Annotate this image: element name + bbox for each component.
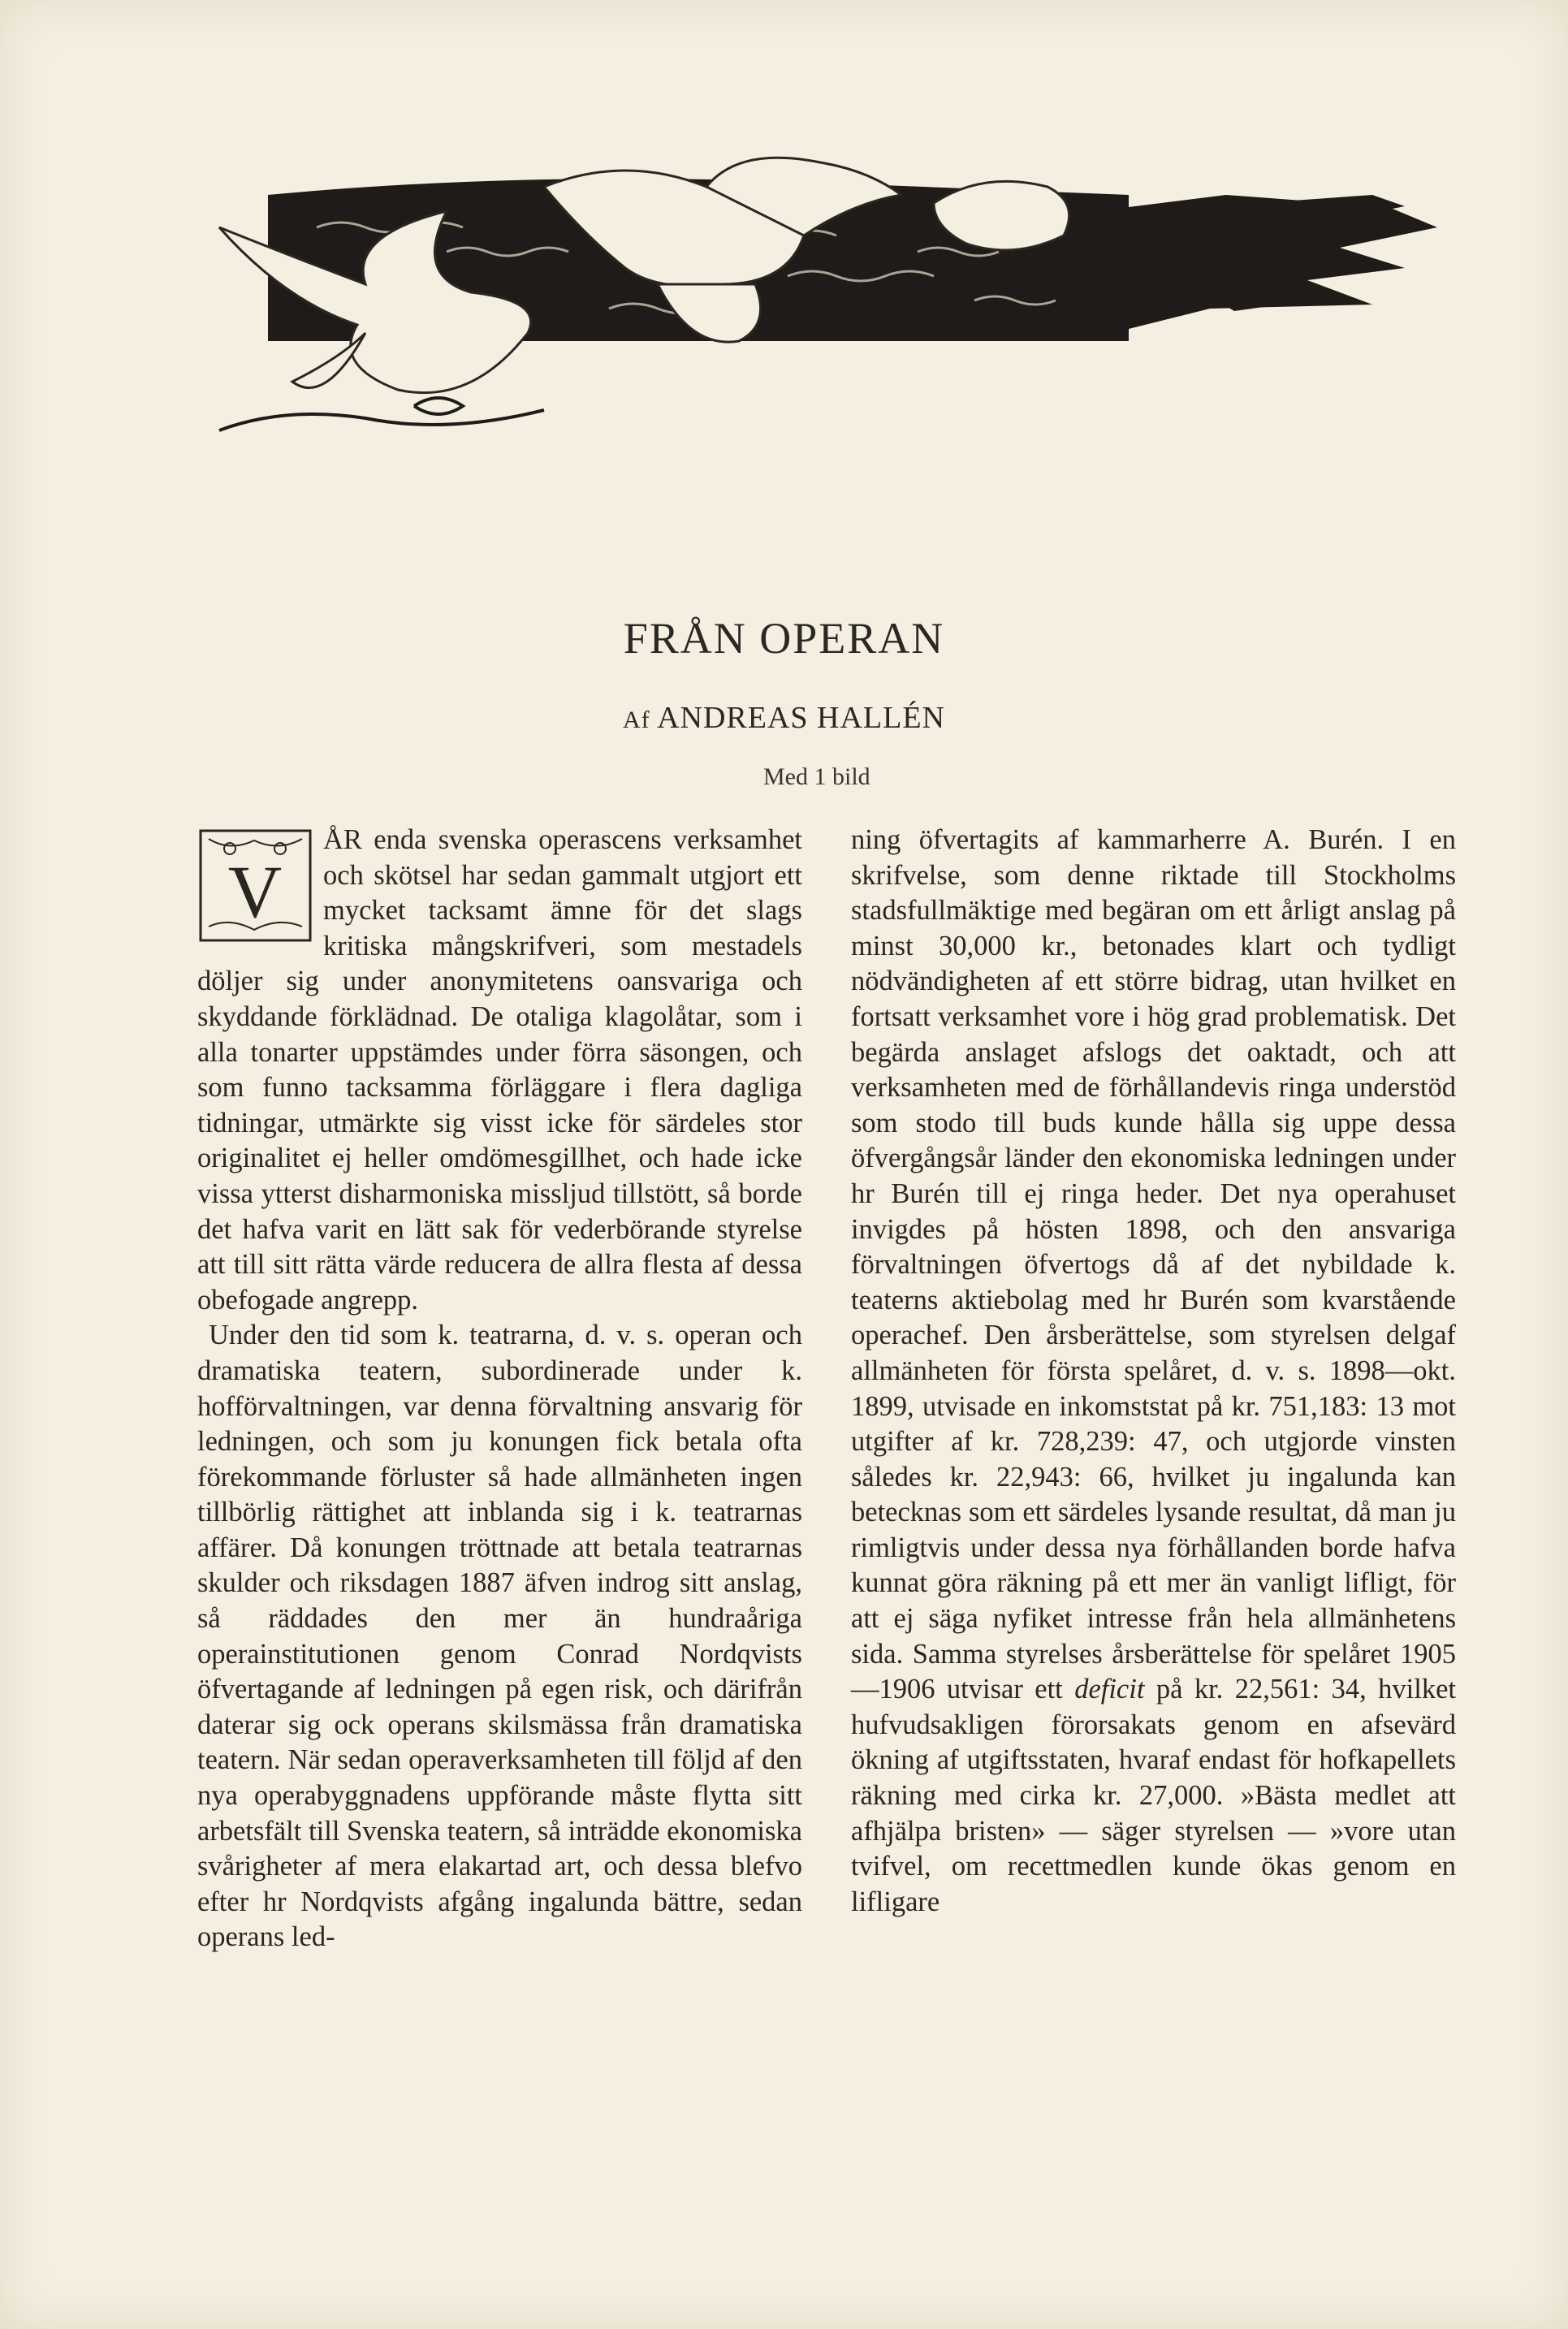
- paragraph-3-part-1: ning öfvertagits af kammarherre A. Burén. I en skrifvelse, som denne riktade till Stockholms stadsfullmäktige med begäran om ett årligt anslag på minst 30,000 kr., betonades klart och tydligt nödvändigheten af ett större bidrag, utan hvilket en fortsatt verksamhet vore i hög grad problematisk. Det begärda anslaget afslogs det oaktadt, och att verksamheten med de förhållandevis ringa understöd som stodo till buds kunde hålla sig uppe dessa öfvergångsår länder den ekonomiska ledningen under hr Burén till ej ringa heder. Det nya operahuset invigdes på hösten 1898, och den ansvariga förvaltningen öfvertogs då af det nybildade k. teaterns aktiebolag med hr Burén som kvarstående operachef. Den årsberättelse, som styrelsen delgaf allmänheten för första spelåret, d. v. s. 1898—okt. 1899, utvisade en inkomststat på kr. 751,183: 13 mot utgifter af kr. 728,239: 47, och utgjorde vinsten således kr. 22,943: 66, hvilket ju ingalunda kan betecknas som ett särdeles lysande resultat, då man ju rimligtvis under dessa nya förhållanden borde hafva kunnat göra räkning på ett mer än vanligt lifligt, för att ej säga nyfiket intresse från hela allmänhetens sida. Samma styrelses årsberättelse för spelåret 1905—1906 utvisar ett: [851, 824, 1456, 1705]
- italic-term-deficit: deficit: [1074, 1674, 1145, 1705]
- paragraph-3-part-2: på kr. 22,561: 34, hvilket hufvudsakligen förorsakats genom en afsevärd ökning af utgiftsstaten, hvaraf endast för hofkapellets räkning med cirka kr. 27,000. »Bästa medlet att afhjälpa bristen» — säger styrelsen — »vore utan tvifvel, om recettmedlen kunde ökas genom en lifligare: [851, 1674, 1456, 1917]
- author-name: ANDREAS HALLÉN: [657, 701, 945, 735]
- text-column-right: [851, 823, 1456, 1920]
- paragraph-1: ÅR enda svenska operascens verksamhet och skötsel har sedan gammalt utgjort ett mycket tacksamt ämne för det slags kritiska mångskrifveri, som mestadels döljer sig under anonymitetens oansvariga och skyddande förklädnad. De otaliga klagolåtar, som i alla tonarter uppstämdes under förra säsongen, och som funno tacksamma förläggare i flera dagliga tidningar, utmärkte sig visst icke för särdeles stor originalitet ej heller omdömesgillhet, och hade icke vissa ytterst disharmoniska missljud tillstött, så borde det hafva varit en lätt sak för vederbörande styrelse att till sitt rätta värde reducera de allra flesta af dessa obefogade angrepp.: [197, 824, 802, 1316]
- text-column-left: [197, 823, 802, 1955]
- paragraph-2: Under den tid som k. teatrarna, d. v. s. operan och dramatiska teatern, subordinerade under k. hofförvaltningen, var denna förvaltning ansvarig för ledningen, och som ju konungen fick betala ofta förekommande förluster så hade allmänheten ingen tillbörlig rättighet att inblanda sig i k. teatrarnas affärer. Då konungen tröttnade att betala teatrarnas skulder och riksdagen 1887 äfven indrog sitt anslag, så räddades den mer än hundraåriga operainstitutionen genom Conrad Nordqvists öfvertagande af ledningen på egen risk, och därifrån daterar sig ock operans skilsmässa från dramatiska teatern. När sedan operaverksamheten till följd af den nya operabyggnadens uppförande måste flytta sitt arbetsfält till Svenska teatern, så inträdde ekonomiska svårigheter af mera elakartad art, och dessa blefvo efter hr Nordqvists afgång ingalunda bättre, sedan operans led-: [197, 1320, 802, 1953]
- paragraph-3: [851, 823, 1456, 1920]
- article-title: FRÅN OPERAN: [623, 614, 945, 663]
- article-byline: [0, 700, 1568, 736]
- drop-cap-letter: V: [227, 850, 283, 933]
- byline-prefix: Af: [623, 706, 650, 733]
- header-vignette-illustration: [203, 138, 1462, 447]
- image-count-note: Med 1 bild: [763, 763, 870, 790]
- decorative-drop-cap: [197, 827, 313, 944]
- water-line-flourish: [219, 398, 544, 430]
